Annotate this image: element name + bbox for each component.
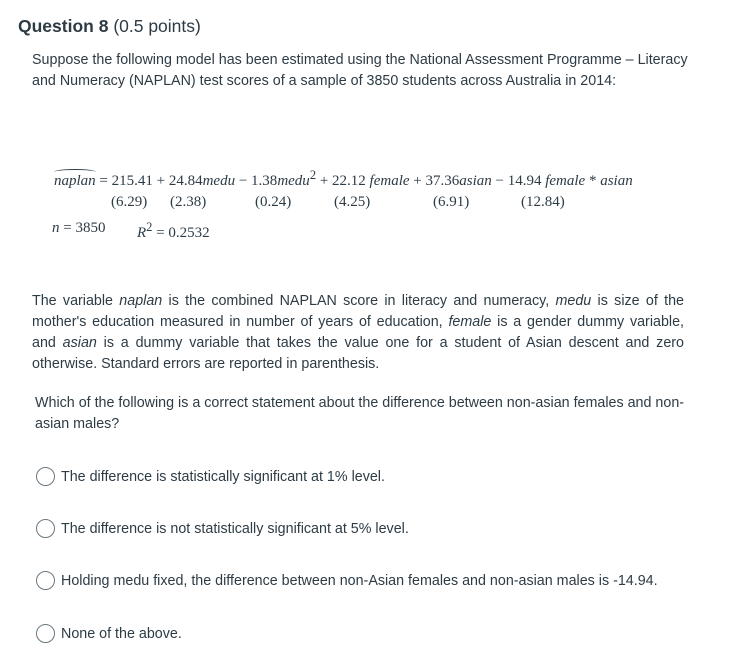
eq-term-medu: medu bbox=[202, 173, 236, 189]
se-medu: (2.38) bbox=[170, 194, 207, 210]
radio-button-icon[interactable] bbox=[36, 519, 55, 538]
r2-sup: 2 bbox=[146, 220, 153, 234]
eq-term-medu-sq: medu bbox=[277, 173, 310, 189]
eq-term-asian: asian bbox=[459, 173, 492, 189]
option-label: None of the above. bbox=[61, 625, 182, 642]
eq-coef-medu2: − 1.38 bbox=[235, 173, 278, 189]
desc-part: is size of the mother's education measured in number of years of education, bbox=[32, 293, 684, 330]
r2-value: = 0.2532 bbox=[152, 225, 210, 241]
option-label: Holding medu fixed, the difference between non-Asian females and non-asian males is -14.94. bbox=[61, 572, 658, 589]
variable-description bbox=[32, 291, 684, 375]
desc-var-medu: medu bbox=[555, 293, 592, 309]
se-medu-sq: (0.24) bbox=[255, 194, 292, 210]
question-prompt: Which of the following is a correct statement about the difference between non-asian females and non-asian males? bbox=[35, 395, 685, 432]
se-female: (4.25) bbox=[334, 194, 371, 210]
eq-term-asian-int: asian bbox=[600, 173, 633, 189]
eq-coef-female: + 22.12 bbox=[316, 173, 370, 189]
eq-lhs: naplan bbox=[54, 173, 96, 189]
question-number: Question 8 bbox=[18, 16, 109, 36]
desc-part: is a gender dummy variable, and bbox=[32, 314, 684, 351]
option-label: The difference is not statistically significant at 5% level. bbox=[61, 520, 409, 537]
n-label: n bbox=[52, 220, 60, 236]
se-interaction: (12.84) bbox=[521, 194, 565, 210]
eq-intercept: = 215.41 + 24.84 bbox=[95, 173, 203, 189]
eq-coef-asian: + 37.36 bbox=[409, 173, 460, 189]
regression-equation bbox=[54, 168, 633, 190]
eq-term-female: female bbox=[369, 173, 410, 189]
desc-var-naplan: naplan bbox=[119, 293, 163, 309]
n-value: = 3850 bbox=[59, 220, 106, 236]
r2-label: R bbox=[137, 225, 147, 241]
desc-var-female: female bbox=[448, 314, 492, 330]
se-intercept: (6.29) bbox=[111, 194, 148, 210]
radio-button-icon[interactable] bbox=[36, 467, 55, 486]
sample-size bbox=[52, 220, 105, 237]
eq-star: * bbox=[585, 173, 601, 189]
desc-var-asian: asian bbox=[62, 335, 97, 351]
eq-sup: 2 bbox=[309, 168, 317, 182]
desc-part: The variable bbox=[32, 293, 120, 309]
eq-term-female-int: female bbox=[545, 173, 586, 189]
answer-option-3[interactable] bbox=[36, 571, 658, 590]
question-header bbox=[18, 16, 201, 37]
question-points: (0.5 points) bbox=[113, 16, 201, 36]
answer-option-1[interactable] bbox=[36, 467, 385, 486]
answer-option-4[interactable] bbox=[36, 624, 182, 643]
radio-button-icon[interactable] bbox=[36, 624, 55, 643]
r-squared bbox=[137, 220, 210, 242]
intro-text: Suppose the following model has been estimated using the National Assessment Programme – Literacy and Numeracy (NAPLAN) test scores of a sample of 3850 students across Australia in 2014: bbox=[32, 52, 688, 89]
desc-part: is the combined NAPLAN score in literacy and numeracy, bbox=[162, 293, 556, 309]
se-asian: (6.91) bbox=[433, 194, 470, 210]
radio-button-icon[interactable] bbox=[36, 571, 55, 590]
option-label: The difference is statistically significant at 1% level. bbox=[61, 468, 385, 485]
answer-option-2[interactable] bbox=[36, 519, 409, 538]
desc-part: is a dummy variable that takes the value one for a student of Asian descent and zero otherwise. Standard errors are reported in parenthesis. bbox=[32, 335, 684, 372]
eq-coef-interaction: − 14.94 bbox=[491, 173, 546, 189]
